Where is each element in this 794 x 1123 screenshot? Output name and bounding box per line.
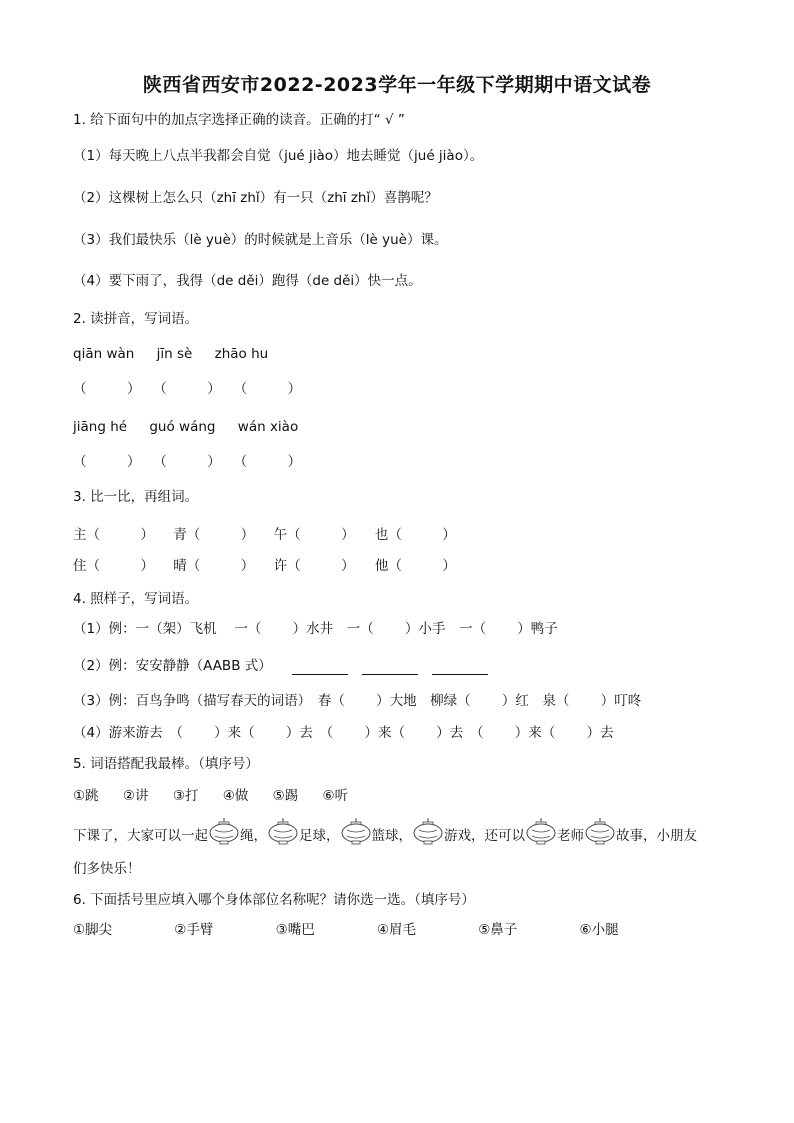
sentence-part: 老师: [557, 828, 584, 844]
answer-paren: （ ）: [73, 454, 141, 470]
compare-cell: 住（ ）: [73, 558, 154, 574]
compare-cell: 午（ ）: [273, 527, 355, 543]
lantern-icon: [208, 818, 240, 854]
q5-sentence: [73, 818, 697, 854]
q4-item-2-text: （2）例：安安静静（AABB 式）: [73, 658, 272, 674]
sentence-part: 下课了，大家可以一起: [73, 828, 208, 844]
answer-blank: [362, 660, 418, 675]
q3-heading: 3. 比一比，再组词。: [73, 489, 199, 505]
compare-cell: 他（ ）: [374, 558, 456, 574]
q5-sentence-end: 们多快乐！: [73, 861, 141, 877]
compare-cell: 许（ ）: [273, 558, 355, 574]
answer-blank: [432, 660, 488, 675]
q1-item-4: （4）要下雨了，我得（de děi）跑得（de děi）快一点。: [73, 273, 422, 289]
pinyin-word: zhāo hu: [214, 346, 269, 362]
option-item: ①跳: [73, 788, 99, 804]
q4-item-4: （4）游来游去 （ ）来（ ）去 （ ）来（ ）去 （ ）来（ ）去: [73, 725, 614, 741]
option-item: ③嘴巴: [275, 922, 315, 938]
sentence-part: 游戏，还可以: [444, 828, 525, 844]
q1-item-2: （2）这棵树上怎么只（zhī zhǐ）有一只（zhī zhǐ）喜鹊呢？: [73, 190, 438, 206]
q2-answer-row-1: [73, 380, 310, 398]
option-item: ④眉毛: [376, 922, 416, 938]
q5-heading: 5. 词语搭配我最棒。（填序号）: [73, 756, 259, 772]
sentence-part: 绳，: [240, 828, 267, 844]
pinyin-word: qiān wàn: [73, 346, 135, 362]
option-item: ⑥小腿: [579, 922, 619, 938]
sentence-part: 故事，小朋友: [616, 828, 697, 844]
answer-paren: （ ）: [233, 454, 302, 470]
q4-item-1: （1）例：一（架）飞机 一（ ）水井 一（ ）小手 一（ ）鸭子: [73, 621, 558, 637]
option-item: ⑤鼻子: [478, 922, 518, 938]
lantern-icon: [340, 818, 372, 854]
answer-paren: （ ）: [73, 381, 141, 397]
q3-row-1: [73, 526, 471, 544]
q4-item-2: [73, 657, 488, 675]
answer-paren: （ ）: [153, 381, 221, 397]
option-item: ⑤踢: [272, 788, 299, 804]
compare-cell: 青（ ）: [173, 527, 255, 543]
answer-paren: （ ）: [153, 454, 221, 470]
q6-options: [73, 921, 676, 939]
q1-item-1: （1）每天晚上八点半我都会自觉（jué jiào）地去睡觉（jué jiào）。: [73, 148, 484, 164]
pinyin-word: wán xiào: [237, 419, 299, 435]
option-item: ③打: [172, 788, 199, 804]
lantern-icon: [412, 818, 444, 854]
q6-heading: 6. 下面括号里应填入哪个身体部位名称呢？请你选一选。（填序号）: [73, 892, 475, 908]
option-item: ⑥听: [322, 788, 349, 804]
sentence-part: 足球，: [299, 828, 340, 844]
q2-answer-row-2: [73, 453, 310, 471]
sentence-part: 篮球，: [371, 828, 412, 844]
q2-pinyin-row-2: [73, 418, 316, 436]
compare-cell: 晴（ ）: [173, 558, 255, 574]
pinyin-word: jiāng hé: [73, 419, 128, 435]
page-title: 陕西省西安市2022-2023学年一年级下学期期中语文试卷: [142, 74, 652, 96]
lantern-icon: [584, 818, 616, 854]
q2-heading: 2. 读拼音，写词语。: [73, 311, 199, 327]
q2-pinyin-row-1: [73, 345, 286, 363]
answer-blank: [292, 660, 348, 675]
q1-item-3: （3）我们最快乐（lè yuè）的时候就是上音乐（lè yuè）课。: [73, 232, 448, 248]
compare-cell: 主（ ）: [73, 527, 154, 543]
q4-item-3: （3）例：百鸟争鸣（描写春天的词语） 春（ ）大地 柳绿（ ）红 泉（ ）叮咚: [73, 693, 642, 709]
q4-heading: 4. 照样子，写词语。: [73, 591, 199, 607]
option-item: ①脚尖: [73, 922, 113, 938]
pinyin-word: jīn sè: [156, 346, 193, 362]
option-item: ②讲: [122, 788, 149, 804]
lantern-icon: [525, 818, 557, 854]
q5-options: [73, 787, 368, 805]
q1-heading: 1. 给下面句中的加点字选择正确的读音。正确的打“ √ ”: [73, 112, 405, 128]
option-item: ④做: [222, 788, 249, 804]
option-item: ②手臂: [174, 922, 214, 938]
answer-paren: （ ）: [233, 381, 302, 397]
pinyin-word: guó wáng: [149, 419, 216, 435]
compare-cell: 也（ ）: [374, 527, 456, 543]
lantern-icon: [267, 818, 299, 854]
q3-row-2: [73, 557, 471, 575]
